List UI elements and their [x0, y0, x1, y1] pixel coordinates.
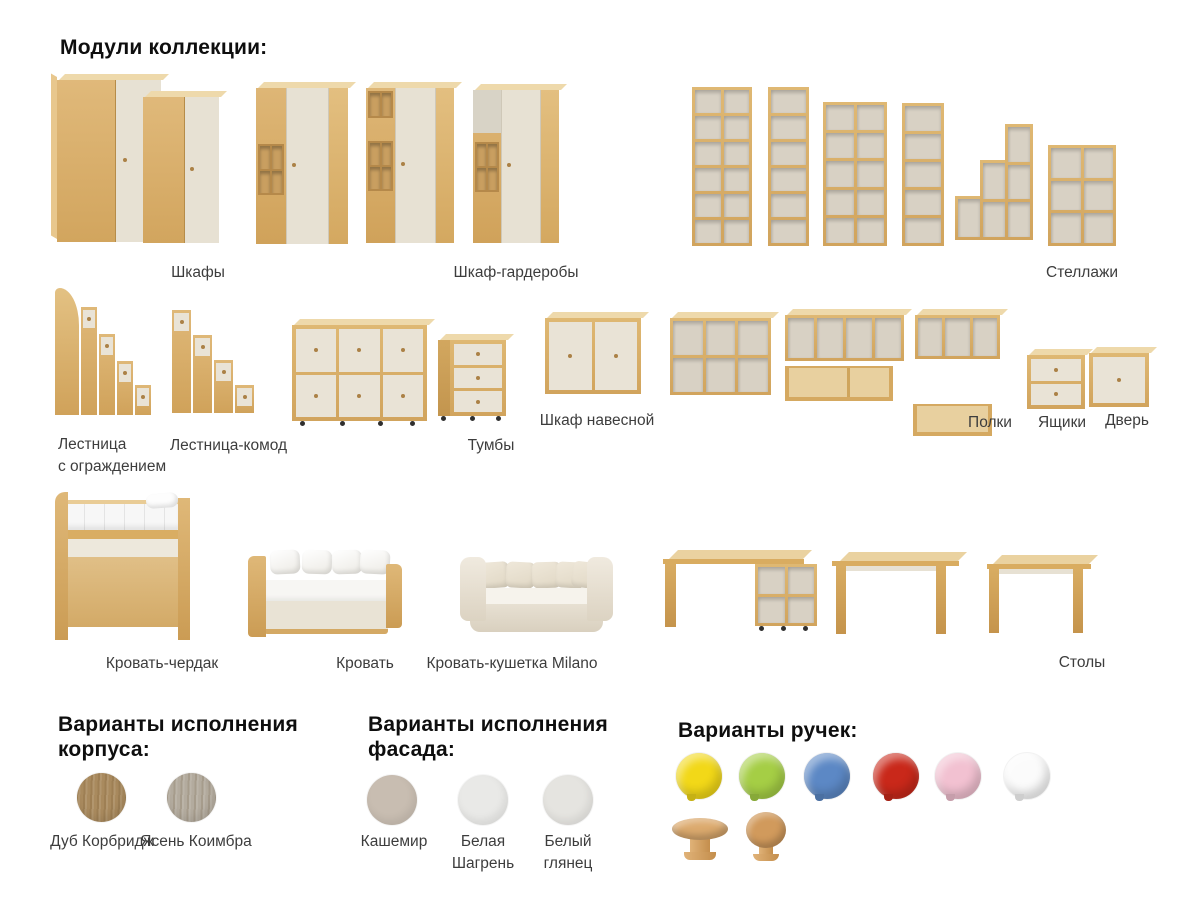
shelf-cell [695, 168, 721, 191]
step [135, 385, 151, 415]
shelf-cell [826, 105, 854, 130]
shelf-cell [857, 161, 885, 186]
cabinet-door [1093, 357, 1145, 403]
step-drawer [195, 338, 210, 356]
pillow [146, 492, 179, 509]
shelf-cell [918, 318, 942, 356]
side-column [256, 88, 286, 244]
open-cube [370, 167, 379, 189]
shelf-cell [945, 318, 969, 356]
ladder-with-railing [55, 288, 151, 415]
side-stripe [541, 90, 559, 243]
desk-cabinet [755, 564, 817, 626]
step [214, 360, 233, 413]
desk-leg [989, 569, 999, 633]
rolling-pedestal [438, 340, 506, 416]
shelf-cell [905, 190, 941, 215]
pillow [302, 549, 333, 574]
shelf-cell [738, 321, 768, 355]
top-face [1091, 347, 1157, 353]
step [235, 385, 254, 413]
heading-line: Варианты исполнения [368, 713, 608, 736]
cube-block [475, 142, 499, 192]
label-ladder-dresser: Лестница-комод [170, 437, 288, 454]
open-cube [272, 171, 282, 193]
caster-wheel [781, 626, 786, 631]
page-title: Модули коллекции: [60, 36, 268, 59]
shelf-divider [847, 368, 850, 397]
step [193, 335, 212, 413]
desk-leg [836, 566, 846, 634]
top-face [917, 309, 1008, 315]
step-drawer [83, 310, 95, 328]
label-wall-cabinet: Шкаф навесной [539, 412, 655, 429]
open-cube [370, 143, 379, 165]
knob-foot [684, 852, 716, 860]
wardrobe-closet-2 [366, 88, 454, 243]
shelf-tall-wide [692, 87, 752, 246]
shelf-cell [673, 358, 703, 392]
railing-panel [55, 288, 79, 415]
facade-swatch-label: Белая [460, 833, 506, 850]
shelf-cell [695, 116, 721, 139]
shelf-cell [826, 133, 854, 158]
bed-rail [58, 530, 186, 539]
side-column [366, 88, 395, 243]
facade-swatch-label: глянец [543, 855, 593, 872]
label-couch-bed: Кровать-кушетка Milano [426, 655, 598, 672]
shelf-cell [706, 321, 736, 355]
door-panel [57, 80, 116, 242]
shelf-cell [817, 318, 843, 358]
shelf-cell [724, 220, 750, 243]
drawer-front [383, 375, 423, 418]
label-shelving: Стеллажи [1046, 264, 1118, 281]
drawer-front [296, 329, 336, 372]
side-stripe [329, 88, 348, 244]
desk-back-strip [842, 566, 944, 571]
heading-line: корпуса: [58, 738, 150, 761]
shelf-cell [724, 90, 750, 113]
shelf-cell [1008, 127, 1030, 162]
shelf-cell [695, 90, 721, 113]
shelf-medium-narrow [902, 103, 944, 246]
shelf-cell [1051, 213, 1081, 243]
top-face [787, 309, 912, 315]
mattress [264, 580, 388, 602]
label-drawers: Ящики [1037, 414, 1087, 431]
step [81, 307, 97, 415]
desk-narrow [987, 555, 1099, 637]
label-shelves: Полки [968, 414, 1012, 431]
open-cube [477, 168, 486, 190]
loft-bed [55, 492, 192, 640]
shelf-cell [1051, 181, 1081, 211]
side-panel [438, 340, 450, 416]
drawer-front [383, 329, 423, 372]
cube-block [368, 91, 392, 118]
drawer-front [454, 391, 502, 412]
shelf-cell [905, 106, 941, 131]
step-column [955, 196, 983, 240]
couch-base [470, 604, 603, 632]
pillow [269, 549, 300, 575]
open-cube [260, 146, 270, 168]
knob-cap [746, 812, 786, 848]
shelf-cell [875, 318, 901, 358]
top-face [547, 312, 649, 318]
step-drawer [101, 337, 113, 355]
stepped-shelf [955, 130, 1033, 240]
shelf-medium-wide [823, 102, 887, 246]
cabinet-door [595, 322, 638, 390]
step-drawer [137, 388, 149, 406]
open-cube [382, 143, 391, 165]
open-shelf-long-4 [785, 315, 904, 361]
shelf-cell [724, 116, 750, 139]
desk-leg [665, 564, 676, 627]
drawer-front [296, 375, 336, 418]
shelf-cell [857, 190, 885, 215]
dresser-6-drawer [292, 325, 427, 421]
step-drawer [174, 313, 189, 331]
desk-with-cabinet [663, 550, 815, 627]
caster-wheel [378, 421, 383, 426]
facade-panel [473, 90, 501, 133]
drawer-insert [1027, 355, 1085, 409]
handle-knob-green [739, 753, 785, 799]
step-drawer [119, 364, 131, 382]
handle-knob-red [873, 753, 919, 799]
label-ladder-line1: Лестница [58, 436, 127, 453]
open-cube [488, 144, 497, 166]
drawer-front [339, 375, 379, 418]
facade-swatch-label: Белый [544, 833, 592, 850]
shelf-cell [724, 142, 750, 165]
back-panel [67, 557, 179, 627]
shelf-cell [905, 134, 941, 159]
facade-swatch-white-gloss [543, 775, 593, 825]
top-face [672, 312, 779, 318]
shelf-cell [788, 567, 815, 594]
shelf-cell [905, 218, 941, 243]
door-panel [286, 88, 328, 244]
wardrobe-small [143, 97, 219, 243]
shelf-cell [1084, 213, 1114, 243]
caster-wheel [410, 421, 415, 426]
step-column [1005, 124, 1033, 240]
shelf-cell [695, 220, 721, 243]
drawer-front [454, 344, 502, 365]
label-wardrobe-closets: Шкаф-гардеробы [453, 264, 579, 281]
drawer-front [1031, 359, 1081, 381]
caster-wheel [340, 421, 345, 426]
heading-line: Варианты исполнения [58, 713, 298, 736]
shelf-cell [973, 318, 997, 356]
body-swatch-label: Ясень Коимбра [140, 833, 252, 850]
side-panel [386, 564, 402, 628]
top-face [440, 334, 514, 340]
open-shelf-cube [670, 318, 771, 395]
facade-options-heading [368, 712, 608, 762]
shelf-cell [771, 116, 806, 139]
handle-options-heading: Варианты ручек: [678, 719, 858, 742]
bed-base [264, 601, 388, 634]
cube-block [368, 141, 392, 192]
shelf-cell [758, 597, 785, 624]
shelf-cell [826, 190, 854, 215]
drawer-front [454, 368, 502, 389]
shelf-cell [1008, 165, 1030, 200]
desk-leg [1073, 569, 1083, 633]
handle-knob-blue [804, 753, 850, 799]
pillow [332, 549, 363, 574]
knob-cap [672, 818, 728, 840]
shelf-cell [771, 90, 806, 113]
shelf-cell [788, 597, 815, 624]
open-cube [382, 167, 391, 189]
caster-wheel [496, 416, 501, 421]
side-panel [51, 74, 57, 239]
shelf-cell [857, 105, 885, 130]
body-options-heading [58, 712, 298, 762]
caster-wheel [470, 416, 475, 421]
shelf-cell [758, 567, 785, 594]
cabinet-door [549, 322, 592, 390]
open-cube [488, 168, 497, 190]
handle-knob-wood-flat [672, 818, 728, 862]
handle-knob-yellow [676, 753, 722, 799]
shelf-cell [983, 202, 1005, 238]
side-panel [178, 498, 190, 640]
cube-block [258, 144, 284, 195]
bed [248, 550, 402, 637]
body-swatch-label: Дуб Корбридж [50, 833, 154, 850]
door-panel [395, 88, 436, 243]
wall-band [67, 539, 179, 557]
low-shelf-2 [785, 366, 893, 401]
door-insert [1089, 353, 1149, 407]
shelf-cell [695, 194, 721, 217]
handle-knob-pink [935, 753, 981, 799]
shelf-cell [738, 358, 768, 392]
step [99, 334, 115, 415]
desk-back-strip [995, 569, 1079, 574]
ladder-dresser [172, 310, 257, 413]
shelf-low-wide [1048, 145, 1116, 246]
facade-swatch-cashmere [367, 775, 417, 825]
shelf-tall-narrow [768, 87, 809, 246]
desk-top [669, 550, 812, 559]
shelf-cell [724, 168, 750, 191]
step-drawer [237, 388, 252, 406]
shelf-cell [724, 194, 750, 217]
wardrobe-closet-1 [256, 88, 348, 244]
couch-bed-milano [460, 552, 613, 636]
wardrobe-closet-3 [473, 90, 559, 243]
shelf-cell [771, 168, 806, 191]
door-panel [185, 97, 219, 243]
top-face [1029, 349, 1093, 355]
shelf-cell [1084, 148, 1114, 178]
step-column [980, 160, 1008, 240]
body-swatch-oak [77, 773, 126, 822]
side-panel [248, 556, 266, 637]
shelf-cell [826, 218, 854, 243]
step-drawer [216, 363, 231, 381]
shelf-cell [826, 161, 854, 186]
step [172, 310, 191, 413]
label-desks: Столы [1058, 654, 1106, 671]
shelf-cell [673, 321, 703, 355]
drawer-stack [450, 340, 506, 416]
label-bed: Кровать [336, 655, 394, 672]
door-panel [501, 90, 541, 243]
desk-wide [832, 552, 968, 637]
top-face [294, 319, 435, 325]
desk-top [993, 555, 1098, 564]
caster-wheel [759, 626, 764, 631]
side-stripe [436, 88, 454, 243]
drawer-front [1031, 384, 1081, 406]
shelf-cell [958, 199, 980, 237]
label-ladder-line2: с ограждением [58, 458, 167, 475]
body-swatch-ash [167, 773, 216, 822]
shelf-cell [771, 194, 806, 217]
shelf-cell [846, 318, 872, 358]
open-cube [370, 93, 379, 116]
open-cube [382, 93, 391, 116]
facade-swatch-white-shagreen [458, 775, 508, 825]
desk-leg [936, 566, 946, 634]
caster-wheel [300, 421, 305, 426]
shelf-cell [983, 163, 1005, 199]
shelf-cell [1008, 202, 1030, 237]
caster-wheel [441, 416, 446, 421]
armrest [587, 557, 613, 621]
facade-swatch-label: Кашемир [360, 833, 428, 850]
side-panel [55, 492, 68, 640]
wall-cabinet [545, 318, 641, 394]
shelf-cell [1084, 181, 1114, 211]
heading-line: фасада: [368, 738, 456, 761]
label-pedestals: Тумбы [467, 437, 515, 454]
label-loft-bed: Кровать-чердак [105, 655, 219, 672]
open-cube [272, 146, 282, 168]
step [117, 361, 133, 415]
caster-wheel [803, 626, 808, 631]
shelf-cell [771, 220, 806, 243]
shelf-cell [771, 142, 806, 165]
label-door: Дверь [1105, 412, 1149, 429]
facade-swatch-label: Шагрень [451, 855, 515, 872]
handle-knob-wood-round [742, 812, 790, 862]
desk-top [840, 552, 967, 561]
shelf-cell [706, 358, 736, 392]
shelf-cell [857, 133, 885, 158]
label-wardrobes: Шкафы [171, 264, 225, 281]
shelf-cell [905, 162, 941, 187]
shelf-cell [857, 218, 885, 243]
door-panel [143, 97, 185, 243]
shelf-cell [1051, 148, 1081, 178]
drawer-front [339, 329, 379, 372]
handle-knob-white [1004, 753, 1050, 799]
shelf-cell [788, 318, 814, 358]
open-cube [477, 144, 486, 166]
top-face [1050, 139, 1124, 145]
open-shelf-long-3 [915, 315, 1000, 359]
armrest [460, 557, 486, 621]
side-column [473, 90, 501, 243]
shelf-cell [695, 142, 721, 165]
knob-foot [753, 854, 779, 861]
open-cube [260, 171, 270, 193]
